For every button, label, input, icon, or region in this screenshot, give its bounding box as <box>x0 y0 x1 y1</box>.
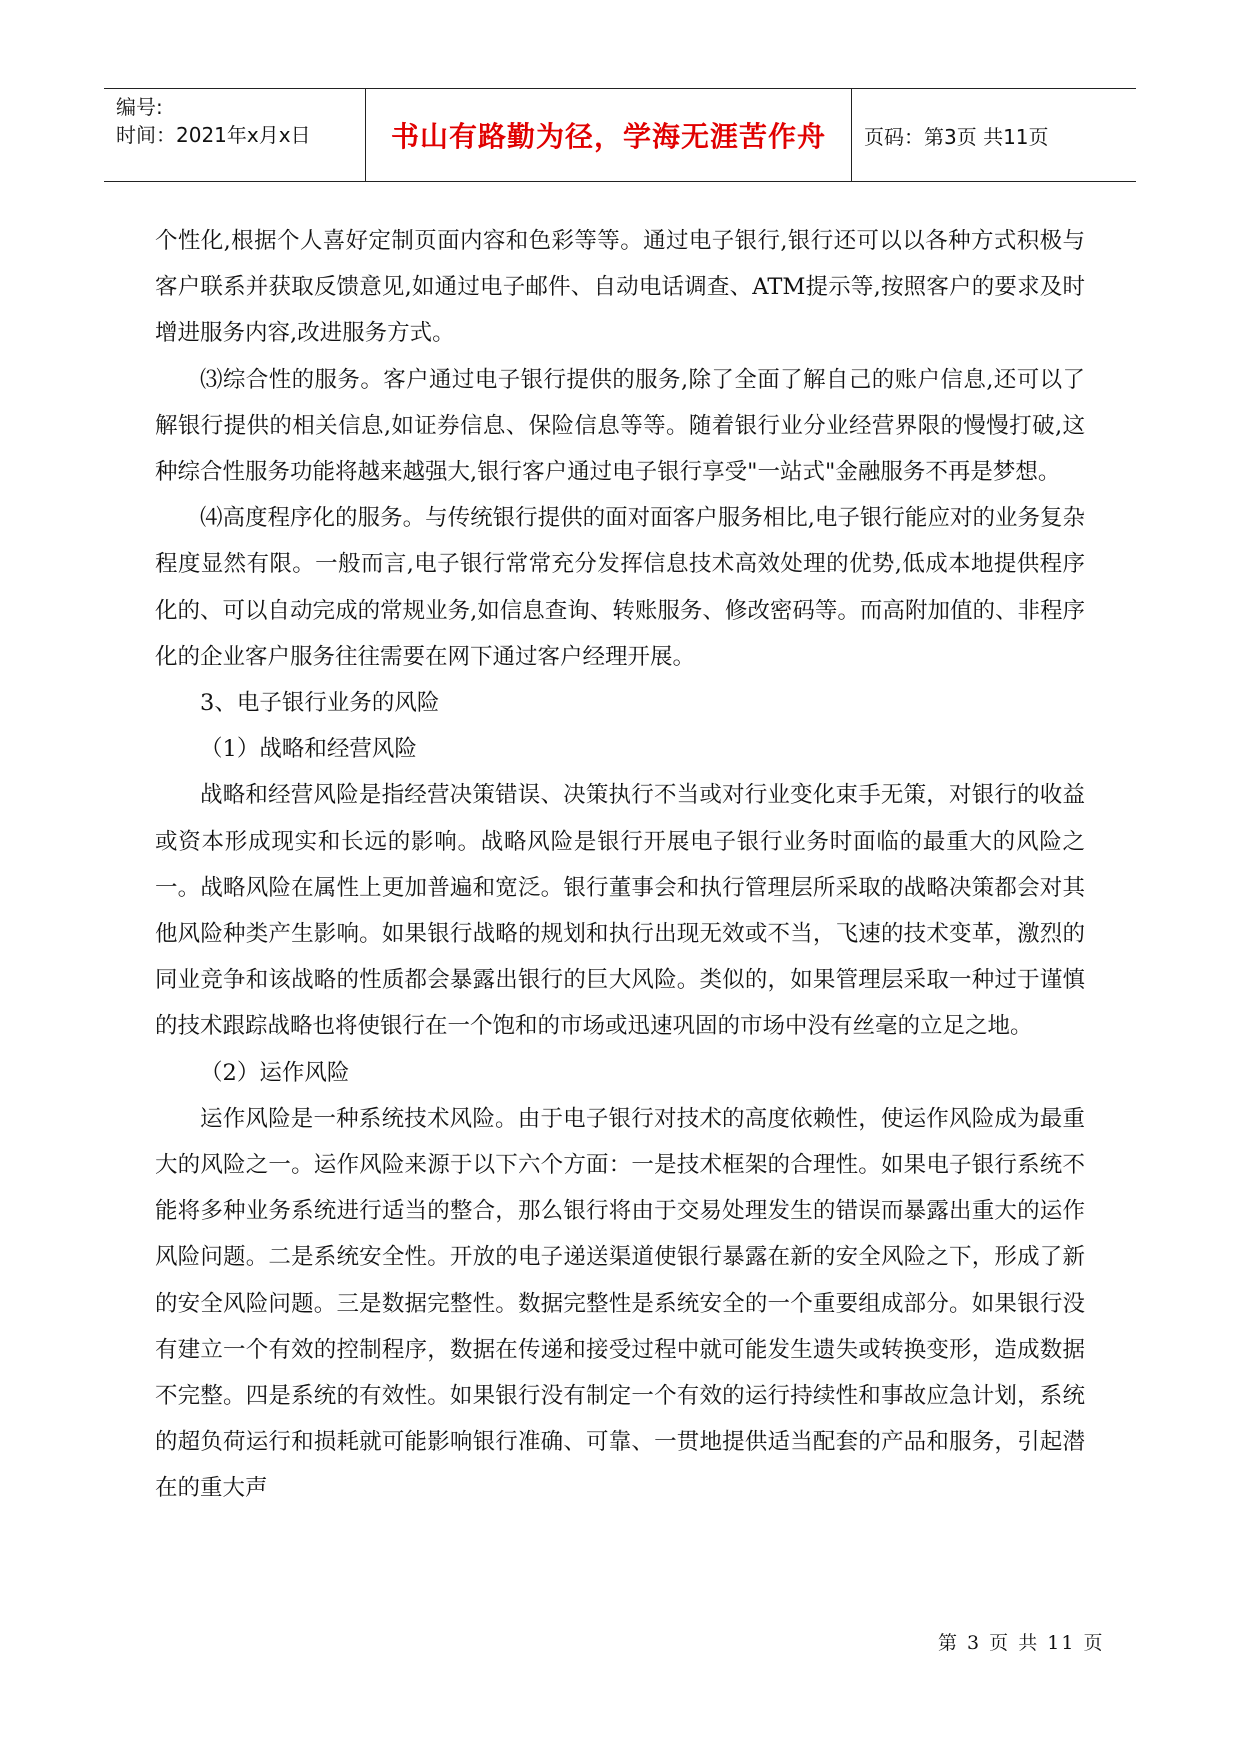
paragraph: ⑶综合性的服务。客户通过电子银行提供的服务,除了全面了解自己的账户信息,还可以了解银行提供的相关信息,如证券信息、保险信息等等。随着银行业分业经营界限的慢慢打破,这种综合性服务功能将越来越强大,银行客户通过电子银行享受"一站式"金融服务不再是梦想。 <box>155 366 1085 486</box>
number-label: 编号: <box>116 95 163 119</box>
paragraph: 战略和经营风险是指经营决策错误、决策执行不当或对行业变化束手无策，对银行的收益或资本形成现实和长远的影响。战略风险是银行开展电子银行业务时面临的最重大的风险之一。战略风险在属性上更加普遍和宽泛。银行董事会和执行管理层所采取的战略决策都会对其他风险种类产生影响。如果银行战略的规划和执行出现无效或不当，飞速的技术变革，激烈的同业竞争和该战略的性质都会暴露出银行的巨大风险。类似的，如果管理层采取一种过于谨慎的技术跟踪战略也将使银行在一个饱和的市场或迅速巩固的市场中没有丝毫的立足之地。 <box>155 782 1085 1040</box>
header-page-cell <box>852 89 1136 181</box>
paragraph: 个性化,根据个人喜好定制页面内容和色彩等等。通过电子银行,银行还可以以各种方式积极与客户联系并获取反馈意见,如通过电子邮件、自动电话调查、ATM提示等,按照客户的要求及时增进服务内容,改进服务方式。 <box>155 228 1085 347</box>
page-footer: 第 3 页 共 11 页 <box>938 1632 1105 1654</box>
time-label: 时间：2021年x月x日 <box>116 123 311 147</box>
subsection-heading: （1）战略和经营风险 <box>200 736 417 763</box>
header-motto-cell <box>366 89 852 181</box>
paragraph: ⑷高度程序化的服务。与传统银行提供的面对面客户服务相比,电子银行能应对的业务复杂程度显然有限。一般而言,电子银行常常充分发挥信息技术高效处理的优势,低成本地提供程序化的、可以自动完成的常规业务,如信息查询、转账服务、修改密码等。而高附加值的、非程序化的企业客户服务往往需要在网下通过客户经理开展。 <box>155 505 1085 670</box>
page-label: 页码：第3页 共11页 <box>864 124 1049 149</box>
section-heading: 3、电子银行业务的风险 <box>200 690 440 717</box>
header-meta-cell <box>104 89 366 181</box>
document-header <box>104 88 1136 182</box>
subsection-heading: （2）运作风险 <box>200 1059 350 1086</box>
paragraph: 运作风险是一种系统技术风险。由于电子银行对技术的高度依赖性，使运作风险成为最重大的风险之一。运作风险来源于以下六个方面：一是技术框架的合理性。如果电子银行系统不能将多种业务系统进行适当的整合，那么银行将由于交易处理发生的错误而暴露出重大的运作风险问题。二是系统安全性。开放的电子递送渠道使银行暴露在新的安全风险之下，形成了新的安全风险问题。三是数据完整性。数据完整性是系统安全的一个重要组成部分。如果银行没有建立一个有效的控制程序，数据在传递和接受过程中就可能发生遗失或转换变形，造成数据不完整。四是系统的有效性。如果银行没有制定一个有效的运行持续性和事故应急计划，系统的超负荷运行和损耗就可能影响银行准确、可靠、一贯地提供适当配套的产品和服务，引起潜在的重大声 <box>155 1105 1085 1502</box>
motto-text: 书山有路勤为径，学海无涯苦作舟 <box>390 120 826 153</box>
document-body <box>155 218 1085 1512</box>
